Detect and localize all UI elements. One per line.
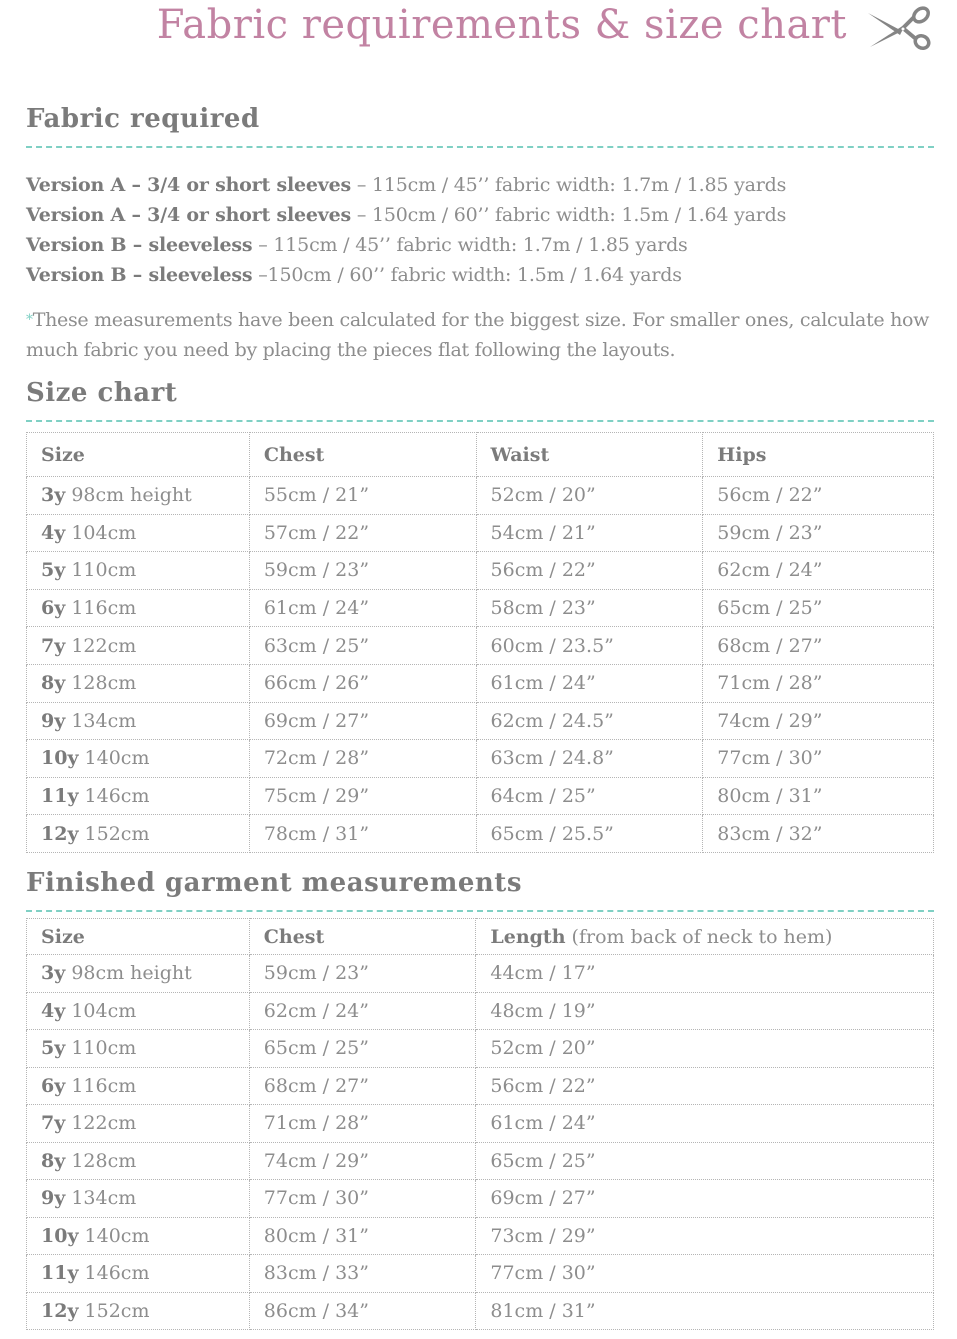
page-title: Fabric requirements & size chart [156,2,847,48]
asterisk: * [26,312,33,328]
age: 3y [41,484,66,507]
age: 3y [41,962,66,985]
height: 110cm [71,1037,137,1060]
age: 8y [41,672,66,695]
table-row [27,1292,934,1330]
size-cell [27,777,250,815]
size-cell [27,552,250,590]
size-cell [27,702,250,740]
chest-cell: 61cm / 24” [249,589,476,627]
hips-cell: 83cm / 32” [703,815,934,853]
table-row [27,955,934,993]
height: 98cm height [71,484,192,507]
age: 9y [41,709,66,732]
hips-cell: 65cm / 25” [703,589,934,627]
table-row [27,815,934,853]
waist-cell: 65cm / 25.5” [476,815,703,853]
height: 110cm [71,559,137,582]
table-row [27,1030,934,1068]
waist-cell: 63cm / 24.8” [476,740,703,778]
chest-cell: 59cm / 23” [249,552,476,590]
age: 10y [41,747,79,770]
length-cell: 48cm / 19” [476,992,934,1030]
waist-cell: 62cm / 24.5” [476,702,703,740]
height: 134cm [71,1187,137,1210]
length-cell: 73cm / 29” [476,1217,934,1255]
length-cell: 52cm / 20” [476,1030,934,1068]
table-row [27,1255,934,1293]
length-cell: 77cm / 30” [476,1255,934,1293]
hips-cell: 62cm / 24” [703,552,934,590]
age: 12y [41,1299,79,1322]
fabric-note [26,305,946,365]
height: 128cm [71,672,137,695]
version-label: Version A – 3/4 or short sleeves [26,204,351,226]
chest-cell: 71cm / 28” [249,1105,476,1143]
fabric-requirement-item [26,200,946,230]
height: 104cm [71,999,137,1022]
table-row [27,1217,934,1255]
age: 4y [41,999,66,1022]
age: 11y [41,1262,79,1285]
table-row [27,1142,934,1180]
waist-cell: 61cm / 24” [476,664,703,702]
waist-cell: 52cm / 20” [476,477,703,515]
size-cell [27,955,250,993]
height: 134cm [71,709,137,732]
version-label: Version A – 3/4 or short sleeves [26,174,351,196]
size-cell [27,740,250,778]
hips-cell: 71cm / 28” [703,664,934,702]
fabric-required-heading: Fabric required [26,104,260,134]
age: 11y [41,785,79,808]
age: 7y [41,634,66,657]
age: 6y [41,597,66,620]
chest-cell: 66cm / 26” [249,664,476,702]
chest-cell: 86cm / 34” [249,1292,476,1330]
chest-cell: 57cm / 22” [249,514,476,552]
table-header-row [27,919,934,955]
chest-cell: 75cm / 29” [249,777,476,815]
age: 10y [41,1224,79,1247]
size-cell [27,589,250,627]
height: 116cm [71,1074,137,1097]
waist-cell: 60cm / 23.5” [476,627,703,665]
column-header-chest: Chest [249,919,476,955]
hips-cell: 68cm / 27” [703,627,934,665]
waist-cell: 54cm / 21” [476,514,703,552]
length-cell: 56cm / 22” [476,1067,934,1105]
column-header-waist: Waist [476,433,703,477]
age: 4y [41,521,66,544]
size-cell [27,1180,250,1218]
column-header-hips: Hips [703,433,934,477]
hips-cell: 80cm / 31” [703,777,934,815]
length-cell: 69cm / 27” [476,1180,934,1218]
section-divider [26,420,934,422]
chest-cell: 78cm / 31” [249,815,476,853]
size-cell [27,664,250,702]
table-header-row [27,433,934,477]
height: 104cm [71,521,137,544]
version-label: Version B – sleeveless [26,264,253,286]
size-cell [27,992,250,1030]
height: 98cm height [71,962,192,985]
chest-cell: 55cm / 21” [249,477,476,515]
note-text: These measurements have been calculated for the biggest size. For smaller ones, calculate how much fabric you need by placing the pieces flat following the layouts. [26,309,930,361]
chest-cell: 74cm / 29” [249,1142,476,1180]
size-cell [27,815,250,853]
table-row [27,702,934,740]
requirement-detail: –150cm / 60’’ fabric width: 1.5m / 1.64 yards [252,264,682,286]
length-cell: 61cm / 24” [476,1105,934,1143]
age: 6y [41,1074,66,1097]
height: 122cm [71,634,137,657]
waist-cell: 58cm / 23” [476,589,703,627]
size-cell [27,477,250,515]
requirement-detail: – 150cm / 60’’ fabric width: 1.5m / 1.64 yards [350,204,787,226]
height: 152cm [84,822,150,845]
table-row [27,777,934,815]
age: 5y [41,559,66,582]
fabric-requirement-item [26,260,946,290]
size-chart-table [26,432,934,853]
length-label: Length [490,925,566,948]
fabric-requirements-list [26,170,946,290]
table-row [27,627,934,665]
age: 12y [41,822,79,845]
size-cell [27,1105,250,1143]
column-header-size: Size [27,919,250,955]
height: 146cm [84,1262,150,1285]
size-cell [27,1067,250,1105]
chest-cell: 59cm / 23” [249,955,476,993]
table-row [27,514,934,552]
hips-cell: 74cm / 29” [703,702,934,740]
size-cell [27,1217,250,1255]
chest-cell: 63cm / 25” [249,627,476,665]
waist-cell: 64cm / 25” [476,777,703,815]
height: 122cm [71,1112,137,1135]
chest-cell: 72cm / 28” [249,740,476,778]
chest-cell: 69cm / 27” [249,702,476,740]
column-header-length [476,919,934,955]
size-chart-heading: Size chart [26,378,178,408]
length-cell: 81cm / 31” [476,1292,934,1330]
chest-cell: 80cm / 31” [249,1217,476,1255]
table-row [27,477,934,515]
height: 128cm [71,1149,137,1172]
height: 140cm [84,747,150,770]
size-cell [27,1030,250,1068]
size-cell [27,627,250,665]
age: 8y [41,1149,66,1172]
length-cell: 44cm / 17” [476,955,934,993]
hips-cell: 77cm / 30” [703,740,934,778]
table-row [27,992,934,1030]
size-cell [27,1292,250,1330]
hips-cell: 56cm / 22” [703,477,934,515]
chest-cell: 65cm / 25” [249,1030,476,1068]
chest-cell: 83cm / 33” [249,1255,476,1293]
size-cell [27,514,250,552]
waist-cell: 56cm / 22” [476,552,703,590]
age: 9y [41,1187,66,1210]
height: 152cm [84,1299,150,1322]
requirement-detail: – 115cm / 45’’ fabric width: 1.7m / 1.85 yards [252,234,688,256]
length-note: (from back of neck to hem) [565,925,833,948]
scissors-icon [866,5,932,51]
table-row [27,552,934,590]
column-header-size: Size [27,433,250,477]
finished-garment-table [26,918,934,1330]
height: 140cm [84,1224,150,1247]
chest-cell: 68cm / 27” [249,1067,476,1105]
column-header-chest: Chest [249,433,476,477]
finished-garment-heading: Finished garment measurements [26,868,522,898]
page-header [0,0,957,60]
height: 146cm [84,785,150,808]
fabric-requirement-item [26,170,946,200]
height: 116cm [71,597,137,620]
age: 7y [41,1112,66,1135]
requirement-detail: – 115cm / 45’’ fabric width: 1.7m / 1.85 yards [350,174,787,196]
chest-cell: 77cm / 30” [249,1180,476,1218]
chest-cell: 62cm / 24” [249,992,476,1030]
section-divider [26,910,934,912]
table-row [27,1105,934,1143]
table-row [27,1180,934,1218]
table-row [27,740,934,778]
hips-cell: 59cm / 23” [703,514,934,552]
version-label: Version B – sleeveless [26,234,253,256]
table-row [27,664,934,702]
size-cell [27,1255,250,1293]
age: 5y [41,1037,66,1060]
table-row [27,589,934,627]
section-divider [26,146,934,148]
length-cell: 65cm / 25” [476,1142,934,1180]
table-row [27,1067,934,1105]
size-cell [27,1142,250,1180]
fabric-requirement-item [26,230,946,260]
